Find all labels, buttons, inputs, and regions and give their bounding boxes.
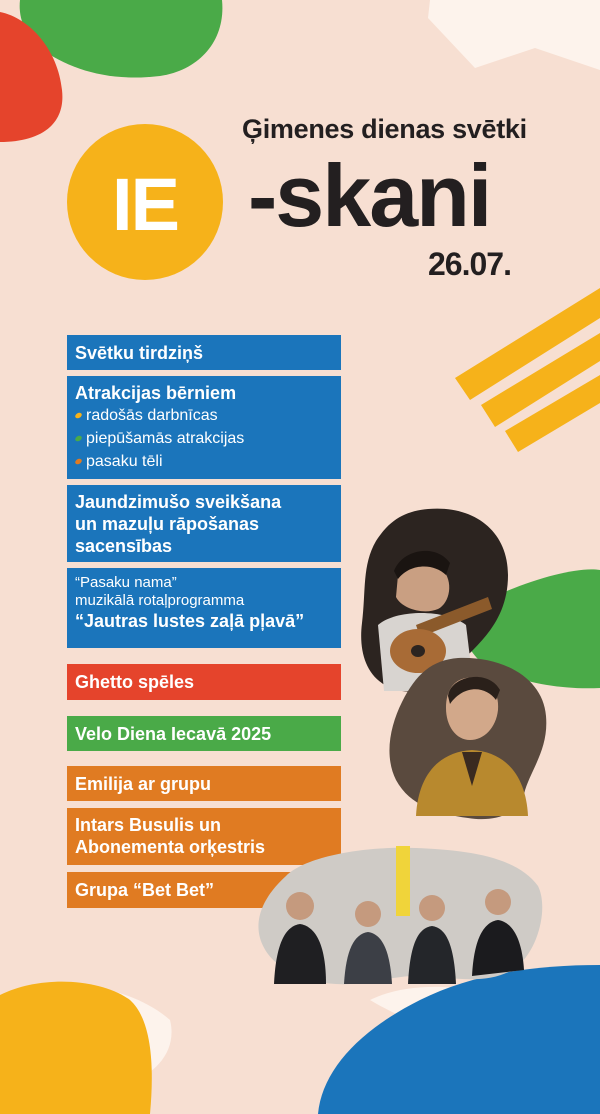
intars-line: Intars Busulis un [75, 815, 222, 835]
program-item-jaundzimuso [67, 485, 341, 562]
orange-bullet-icon [74, 458, 83, 466]
green-bullet-icon [74, 435, 83, 443]
ie-logo-circle [67, 124, 223, 280]
atrakcijas-item-label: piepūšamās atrakcijas [86, 430, 245, 447]
atrakcijas-item [75, 427, 333, 450]
program-item-tirdzins [67, 335, 341, 370]
yellow-blob-bottom-left [0, 982, 152, 1114]
pasaku-line: muzikālā rotaļprogramma [75, 592, 245, 609]
atrakcijas-title: Atrakcijas bērniem [75, 383, 237, 403]
emilija-label: Emilija ar grupu [75, 773, 212, 794]
white-zigzag-top-right [428, 0, 600, 70]
jaundzimuso-line: sacensības [75, 536, 173, 556]
atrakcijas-item [75, 450, 333, 473]
intars-line: Abonementa orķestris [75, 837, 266, 857]
event-subtitle: Ģimenes dienas svētki [242, 114, 527, 144]
program-item-atrakcijas [67, 376, 341, 479]
pasaku-line: “Pasaku nama” [75, 574, 177, 591]
program-item-emilija [67, 766, 341, 801]
jaundzimuso-line: un mazuļu rāpošanas [75, 514, 260, 534]
band-photo [256, 846, 546, 990]
atrakcijas-item-label: radošās darbnīcas [86, 407, 218, 424]
grupa-label: Grupa “Bet Bet” [75, 880, 215, 900]
man-in-jacket-photo [388, 656, 550, 822]
program-item-velo [67, 716, 341, 751]
atrakcijas-item [75, 404, 333, 427]
event-title: -skani [248, 146, 491, 245]
program-item-ghetto [67, 664, 341, 700]
ghetto-label: Ghetto spēles [75, 672, 195, 692]
atrakcijas-item-label: pasaku tēli [86, 453, 163, 470]
yellow-bullet-icon [74, 412, 83, 420]
tirdzins-label: Svētku tirdziņš [75, 342, 204, 363]
program-item-pasaku [67, 568, 341, 648]
yellow-stripes-right [455, 288, 600, 452]
jaundzimuso-line: Jaundzimušo sveikšana [75, 492, 282, 512]
event-date: 26.07. [428, 246, 511, 282]
ie-logo-text: IE [112, 162, 178, 246]
velo-label: Velo Diena Iecavā 2025 [75, 723, 272, 744]
pasaku-highlight: “Jautras lustes zaļā pļavā” [75, 611, 305, 631]
